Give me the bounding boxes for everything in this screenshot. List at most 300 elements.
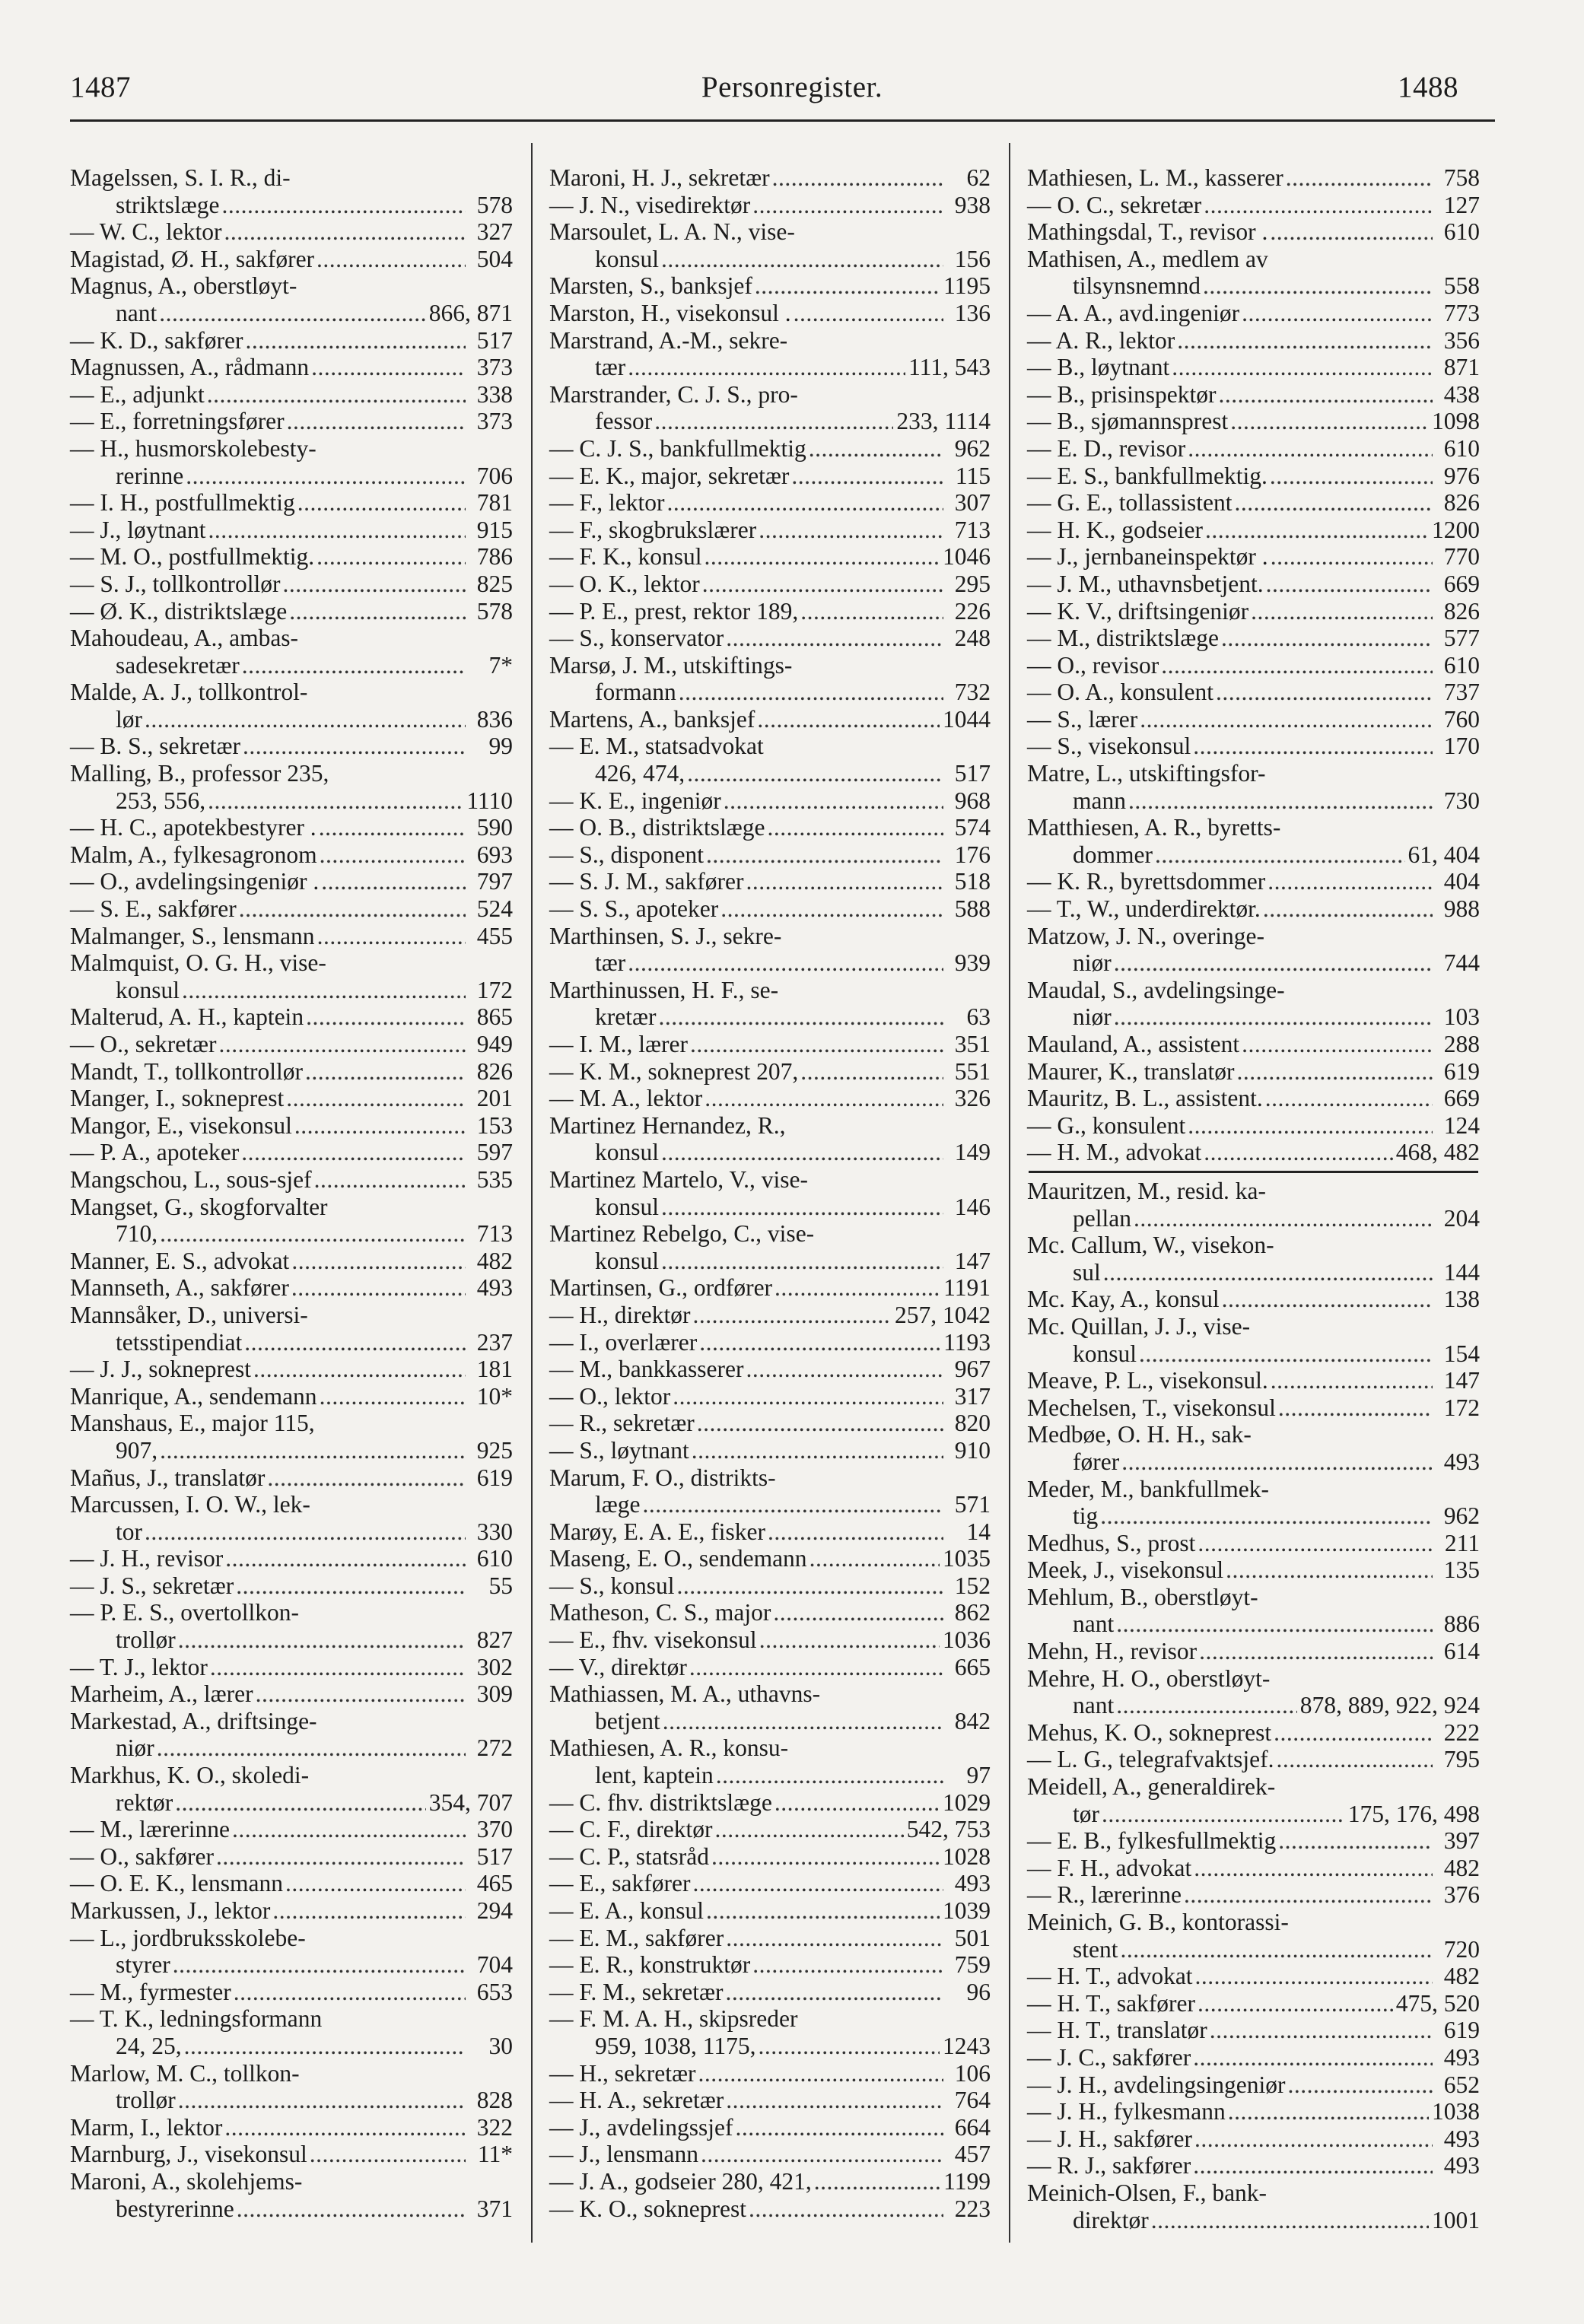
page-ref: 302: [476, 1653, 513, 1680]
dot-leader: [321, 868, 466, 895]
dot-leader: [208, 517, 466, 544]
register-entry: [1027, 489, 1480, 517]
dot-leader: [726, 1925, 943, 1952]
register-entry: [1027, 1855, 1480, 1882]
entry-text: — S. S., apoteker: [549, 895, 719, 923]
entry-text: — Ø. K., distriktslæge: [70, 597, 288, 625]
page-ref: 103: [1443, 1003, 1480, 1031]
page-ref: 558: [1443, 272, 1480, 300]
dot-leader: [267, 1464, 466, 1492]
dot-leader: [1237, 1058, 1433, 1086]
entry-text: Matthiesen, A. R., byretts-: [1027, 814, 1281, 841]
page-ref: 878, 889, 922, 924: [1299, 1692, 1480, 1719]
entry-text: — E. S., bankfullmektig.: [1027, 462, 1268, 489]
page-number-left: 1487: [70, 71, 131, 103]
dot-leader: [692, 1302, 892, 1329]
entry-text: tilsynsnemnd: [1073, 272, 1201, 300]
register-entry: [549, 1979, 991, 2006]
page-ref: 226: [954, 597, 991, 625]
register-entry: [549, 517, 991, 544]
dot-leader: [291, 1248, 466, 1275]
register-entry: [1027, 1394, 1480, 1422]
dot-leader: [145, 706, 466, 733]
register-entry: [1027, 895, 1480, 923]
register-entry: [70, 1518, 513, 1546]
register-entry: [70, 706, 513, 733]
dot-leader: [1226, 1556, 1433, 1584]
page-ref: 704: [476, 1951, 513, 1979]
page-ref: 504: [476, 245, 513, 272]
entry-text: Marum, F. O., distrikts-: [549, 1464, 776, 1491]
entry-text: 959, 1038, 1175,: [595, 2032, 756, 2059]
page-ref: 578: [476, 597, 513, 625]
register-entry: [549, 1925, 991, 1952]
register-entry: [70, 517, 513, 544]
register-entry: [1027, 923, 1480, 950]
entry-text: — T. K., ledningsformann: [70, 2005, 323, 2033]
entry-text: — M., fyrmester: [70, 1978, 231, 2005]
entry-text: Mañus, J., translatør: [70, 1464, 266, 1491]
entry-text: — M. O., postfullmektig.: [70, 543, 315, 571]
page-ref: 759: [954, 1951, 991, 1979]
register-entry: [549, 1843, 991, 1871]
page-ref: 619: [1443, 2017, 1480, 2044]
page-ref: 493: [954, 1870, 991, 1897]
register-entry: [549, 598, 991, 625]
dot-leader: [752, 1951, 943, 1979]
dot-leader: [800, 1058, 943, 1086]
entry-text: Mathiassen, M. A., uthavns-: [549, 1680, 821, 1708]
page-ref: 295: [954, 570, 991, 597]
register-entry: [70, 192, 513, 219]
entry-text: rerinne: [116, 462, 184, 489]
dot-leader: [1278, 1394, 1433, 1422]
page-ref: 1028: [943, 1842, 991, 1870]
dot-leader: [1210, 2017, 1433, 2044]
register-column-2: [549, 164, 991, 2222]
register-entry: [1027, 1058, 1480, 1086]
entry-text: Matre, L., utskiftingsfor-: [1027, 760, 1266, 787]
page-ref: 354, 707: [428, 1788, 513, 1816]
page-ref: 376: [1443, 1881, 1480, 1909]
dot-leader: [654, 408, 893, 435]
dot-leader: [775, 1789, 940, 1817]
entry-text: — J., jernbaneinspektør .: [1027, 543, 1268, 571]
register-entry: [70, 1248, 513, 1275]
register-entry: [70, 1302, 513, 1329]
entry-text: — J., lensmann: [549, 2141, 698, 2168]
register-entry: [1027, 760, 1480, 787]
entry-text: — G. E., tollassistent: [1027, 489, 1233, 517]
page-ref: 294: [476, 1897, 513, 1924]
entry-text: betjent: [595, 1707, 660, 1734]
register-entry: [1027, 1448, 1480, 1476]
page-ref: 764: [954, 2087, 991, 2114]
register-entry: [549, 1870, 991, 1897]
entry-text: — H. M., advokat: [1027, 1139, 1202, 1166]
entry-text: — E. D., revisor: [1027, 434, 1186, 462]
page-ref: 962: [954, 434, 991, 462]
entry-text: — A. A., avd.ingeniør: [1027, 299, 1240, 326]
entry-text: — O. B., distriktslæge: [549, 814, 765, 841]
register-entry: [549, 679, 991, 706]
register-entry: [70, 272, 513, 300]
page-ref: 551: [954, 1057, 991, 1085]
register-entry: [549, 381, 991, 409]
register-entry: [70, 841, 513, 869]
dot-leader: [726, 2087, 943, 2114]
register-entry: [1027, 1502, 1480, 1530]
page-ref: 886: [1443, 1610, 1480, 1638]
page-ref: 322: [476, 2113, 513, 2141]
page-ref: 619: [476, 1464, 513, 1491]
register-entry: [70, 381, 513, 409]
entry-text: — S. J., tollkontrollør: [70, 570, 281, 597]
entry-text: Manger, I., sokneprest: [70, 1085, 285, 1112]
register-entry: [70, 1139, 513, 1166]
register-entry: [1027, 1665, 1480, 1693]
register-entry: [549, 1220, 991, 1248]
page-ref: 1035: [943, 1545, 991, 1572]
entry-text: Marsten, S., banksjef: [549, 272, 752, 300]
register-entry: [70, 1572, 513, 1600]
entry-text: Mathingsdal, T., revisor .: [1027, 218, 1268, 246]
entry-text: — H. C., apotekbestyrer .: [70, 814, 316, 841]
register-entry: [1027, 706, 1480, 733]
dot-leader: [1193, 733, 1433, 760]
entry-text: 24, 25,: [116, 2032, 182, 2059]
register-entry: [70, 1654, 513, 1681]
register-entry: [549, 1545, 991, 1572]
dot-leader: [705, 543, 940, 571]
page-ref: 493: [1443, 2043, 1480, 2071]
page-ref: 146: [954, 1193, 991, 1220]
page-ref: 781: [476, 489, 513, 517]
entry-text: Marstrander, C. J. S., pro-: [549, 380, 798, 408]
entry-text: Mandt, T., tollkontrollør: [70, 1057, 303, 1085]
page-ref: 62: [966, 164, 991, 191]
page-ref: 610: [1443, 218, 1480, 246]
entry-text: — O., sakfører: [70, 1842, 214, 1870]
dot-leader: [725, 1979, 943, 2006]
entry-text: — S. J. M., sakfører: [549, 868, 744, 895]
register-entry: [549, 1248, 991, 1275]
entry-text: Meder, M., bankfullmek-: [1027, 1475, 1270, 1502]
entry-text: 426, 474,: [595, 760, 685, 787]
entry-text: — B. S., sekretær: [70, 733, 240, 760]
page-ref: 257, 1042: [895, 1301, 991, 1328]
page-ref: 517: [476, 326, 513, 354]
dot-leader: [225, 1545, 466, 1572]
entry-text: — V., direktør: [549, 1653, 687, 1680]
register-entry: [70, 2087, 513, 2114]
register-entry: [1027, 2125, 1480, 2153]
register-entry: [549, 571, 991, 598]
page-ref: 619: [1443, 1057, 1480, 1085]
dot-leader: [1134, 1205, 1433, 1232]
dot-leader: [726, 625, 943, 652]
page-ref: 770: [1443, 543, 1480, 571]
page-ref: 373: [476, 408, 513, 435]
register-entry: [70, 1979, 513, 2006]
page-ref: 588: [954, 895, 991, 923]
page-ref: 327: [476, 218, 513, 246]
entry-text: trollør: [116, 2087, 176, 2114]
page-ref: 760: [1443, 705, 1480, 733]
dot-leader: [706, 841, 943, 869]
register-entry: [549, 760, 991, 787]
dot-leader: [289, 598, 466, 625]
entry-text: Malm, A., fylkesagronom: [70, 841, 317, 868]
entry-text: — I., overlærer: [549, 1328, 698, 1356]
register-entry: [549, 841, 991, 869]
page-ref: 866, 871: [428, 299, 513, 326]
entry-text: Mangschou, L., sous-sjef: [70, 1165, 312, 1193]
page-ref: 518: [954, 868, 991, 895]
page-ref: 826: [1443, 489, 1480, 517]
register-entry: [1027, 2017, 1480, 2044]
entry-text: Mauritz, B. L., assistent.: [1027, 1085, 1263, 1112]
dot-leader: [222, 192, 466, 219]
dot-leader: [1102, 1801, 1345, 1828]
entry-text: — O. K., lektor: [549, 570, 700, 597]
register-entry: [70, 1031, 513, 1058]
entry-text: konsul: [595, 1139, 660, 1166]
dot-leader: [232, 1816, 466, 1843]
page-ref: 652: [1443, 2071, 1480, 2098]
register-entry: [70, 1112, 513, 1140]
page-ref: 468, 482: [1395, 1139, 1480, 1166]
page-ref: 248: [954, 625, 991, 652]
entry-text: — E. K., major, sekretær: [549, 462, 790, 489]
entry-text: styrer: [116, 1951, 170, 1979]
entry-text: Mc. Callum, W., visekon-: [1027, 1232, 1274, 1259]
page-ref: 326: [954, 1085, 991, 1112]
dot-leader: [1286, 164, 1433, 192]
register-entry: [1027, 2044, 1480, 2071]
dot-leader: [175, 1789, 426, 1817]
register-entry: [70, 2141, 513, 2168]
entry-text: Magnussen, A., rådmann: [70, 354, 310, 381]
entry-text: — S., visekonsul: [1027, 733, 1191, 760]
entry-text: trollør: [116, 1626, 176, 1654]
dot-leader: [791, 463, 943, 490]
dot-leader: [1228, 2098, 1429, 2125]
page-ref: 827: [476, 1626, 513, 1654]
page-ref: 758: [1443, 164, 1480, 191]
register-entry: [70, 1383, 513, 1410]
dot-leader: [1287, 2071, 1433, 2099]
page-ref: 578: [476, 191, 513, 218]
register-entry: [70, 218, 513, 246]
dot-leader: [241, 1139, 466, 1166]
page-ref: 124: [1443, 1111, 1480, 1139]
dot-leader: [272, 1897, 466, 1925]
page-ref: 11*: [477, 2141, 513, 2168]
header-rule: [70, 119, 1495, 122]
dot-leader: [159, 300, 426, 327]
entry-text: sul: [1073, 1258, 1101, 1286]
page-ref: 175, 176, 498: [1347, 1800, 1480, 1827]
dot-leader: [663, 1708, 943, 1735]
register-entry: [549, 706, 991, 733]
register-entry: [70, 1220, 513, 1248]
register-entry: [549, 2114, 991, 2141]
page-ref: 939: [954, 949, 991, 977]
register-entry: [549, 354, 991, 381]
dot-leader: [173, 1951, 466, 1979]
dot-leader: [178, 1626, 466, 1654]
dot-leader: [699, 1329, 940, 1356]
page-ref: 493: [476, 1274, 513, 1302]
entry-text: nant: [1073, 1610, 1115, 1638]
page-ref: 338: [476, 380, 513, 408]
entry-text: Matheson, C. S., major: [549, 1599, 771, 1626]
register-entry: [549, 327, 991, 354]
page-ref: 404: [1443, 868, 1480, 895]
dot-leader: [735, 2114, 943, 2141]
register-entry: [70, 2060, 513, 2087]
page-ref: 1200: [1432, 516, 1480, 543]
entry-text: rektør: [116, 1788, 173, 1816]
dot-leader: [317, 923, 466, 950]
page-title: Personregister.: [701, 71, 883, 103]
entry-text: Meidell, A., generaldirek-: [1027, 1773, 1276, 1801]
entry-text: — M., lærerinne: [70, 1816, 230, 1843]
entry-text: tær: [595, 949, 626, 977]
dot-leader: [236, 1572, 466, 1600]
dot-leader: [698, 2060, 943, 2087]
register-entry: [549, 2087, 991, 2114]
page-ref: 288: [1443, 1031, 1480, 1057]
entry-text: Marstrand, A.-M., sekre-: [549, 326, 788, 354]
dot-leader: [711, 1843, 940, 1871]
entry-text: — L., jordbruksskolebe-: [70, 1924, 306, 1951]
register-entry: [1027, 571, 1480, 598]
page-ref: 204: [1443, 1204, 1480, 1232]
page-ref: 871: [1443, 354, 1480, 381]
entry-text: — E., fhv. visekonsul: [549, 1626, 757, 1654]
register-entry: [1027, 1178, 1480, 1205]
page-ref: 501: [954, 1924, 991, 1951]
dot-leader: [1222, 1286, 1433, 1313]
register-entry: [549, 2005, 991, 2033]
register-entry: [70, 1599, 513, 1626]
page-ref: 1001: [1432, 2206, 1480, 2233]
entry-text: Mannseth, A., sakfører: [70, 1274, 289, 1302]
entry-text: Mathiesen, A. R., konsu-: [549, 1734, 789, 1762]
dot-leader: [752, 192, 943, 219]
page-ref: 152: [954, 1572, 991, 1599]
register-entry: [1027, 1313, 1480, 1340]
register-entry: [70, 2195, 513, 2223]
dot-leader: [1116, 1610, 1433, 1638]
dot-leader: [809, 435, 943, 463]
register-entry: [1027, 1085, 1480, 1112]
page-ref: 910: [954, 1436, 991, 1464]
register-entry: [549, 2195, 991, 2223]
entry-text: lent, kaptein: [595, 1762, 714, 1789]
page-ref: 10*: [476, 1382, 513, 1410]
entry-text: — J. H., sakfører: [1027, 2125, 1192, 2152]
register-entry: [549, 1031, 991, 1058]
register-entry: [70, 1410, 513, 1437]
dot-leader: [773, 1599, 943, 1626]
register-entry: [549, 1410, 991, 1437]
register-entry: [549, 1112, 991, 1140]
entry-text: Mathiesen, L. M., kasserer: [1027, 164, 1283, 191]
dot-leader: [1251, 598, 1433, 625]
entry-text: Marheim, A., lærer: [70, 1680, 253, 1708]
page-ref: 786: [476, 543, 513, 571]
entry-text: — S., konsul: [549, 1572, 675, 1599]
register-entry: [549, 1464, 991, 1492]
register-entry: [549, 489, 991, 517]
register-entry: [549, 164, 991, 192]
register-entry: [1027, 463, 1480, 490]
entry-text: Mathisen, A., medlem av: [1027, 245, 1268, 272]
register-entry: [1027, 733, 1480, 760]
register-entry: [549, 272, 991, 300]
page-ref: 614: [1443, 1638, 1480, 1665]
entry-text: — K. O., sokneprest: [549, 2195, 746, 2222]
dot-leader: [1194, 1855, 1433, 1882]
page-ref: 610: [476, 1545, 513, 1572]
page-ref: 737: [1443, 679, 1480, 706]
entry-text: — T., W., underdirektør.: [1027, 895, 1261, 923]
page-ref: 820: [954, 1410, 991, 1437]
dot-leader: [794, 300, 943, 327]
entry-text: Mehlum, B., oberstløyt-: [1027, 1583, 1258, 1610]
dot-leader: [697, 1410, 943, 1437]
dot-leader: [287, 408, 466, 435]
entry-text: Mauritzen, M., resid. ka-: [1027, 1177, 1267, 1204]
register-entry: [549, 2141, 991, 2168]
page-ref: 172: [1443, 1394, 1480, 1421]
register-entry: [549, 2168, 991, 2195]
register-entry: [1027, 1963, 1480, 1990]
entry-text: — S., løytnant: [549, 1436, 689, 1464]
register-entry: [549, 463, 991, 490]
entry-text: tær: [595, 354, 626, 381]
dot-leader: [814, 2168, 940, 2195]
dot-leader: [210, 1654, 466, 1681]
page-ref: 135: [1443, 1556, 1480, 1584]
dot-leader: [157, 1734, 466, 1762]
page-ref: 842: [954, 1707, 991, 1734]
dot-leader: [1274, 1719, 1433, 1747]
page-ref: 590: [476, 814, 513, 841]
register-entry: [70, 1356, 513, 1383]
page-ref: 96: [966, 1978, 991, 2005]
register-entry: [70, 2005, 513, 2033]
entry-text: konsul: [595, 1193, 660, 1220]
register-entry: [70, 463, 513, 490]
register-entry: [70, 1789, 513, 1817]
page-ref: 828: [476, 2087, 513, 2114]
dot-leader: [628, 949, 943, 977]
register-entry: [549, 1329, 991, 1356]
dot-leader: [1184, 1881, 1433, 1909]
entry-text: — F., lektor: [549, 489, 665, 517]
page-ref: 797: [476, 868, 513, 895]
dot-leader: [1271, 543, 1433, 571]
register-entry: [1027, 1909, 1480, 1936]
page-ref: 55: [488, 1572, 513, 1599]
entry-text: — K. V., driftsingeniør: [1027, 597, 1249, 625]
entry-text: 253, 556,: [116, 787, 206, 814]
dot-leader: [305, 1058, 466, 1086]
